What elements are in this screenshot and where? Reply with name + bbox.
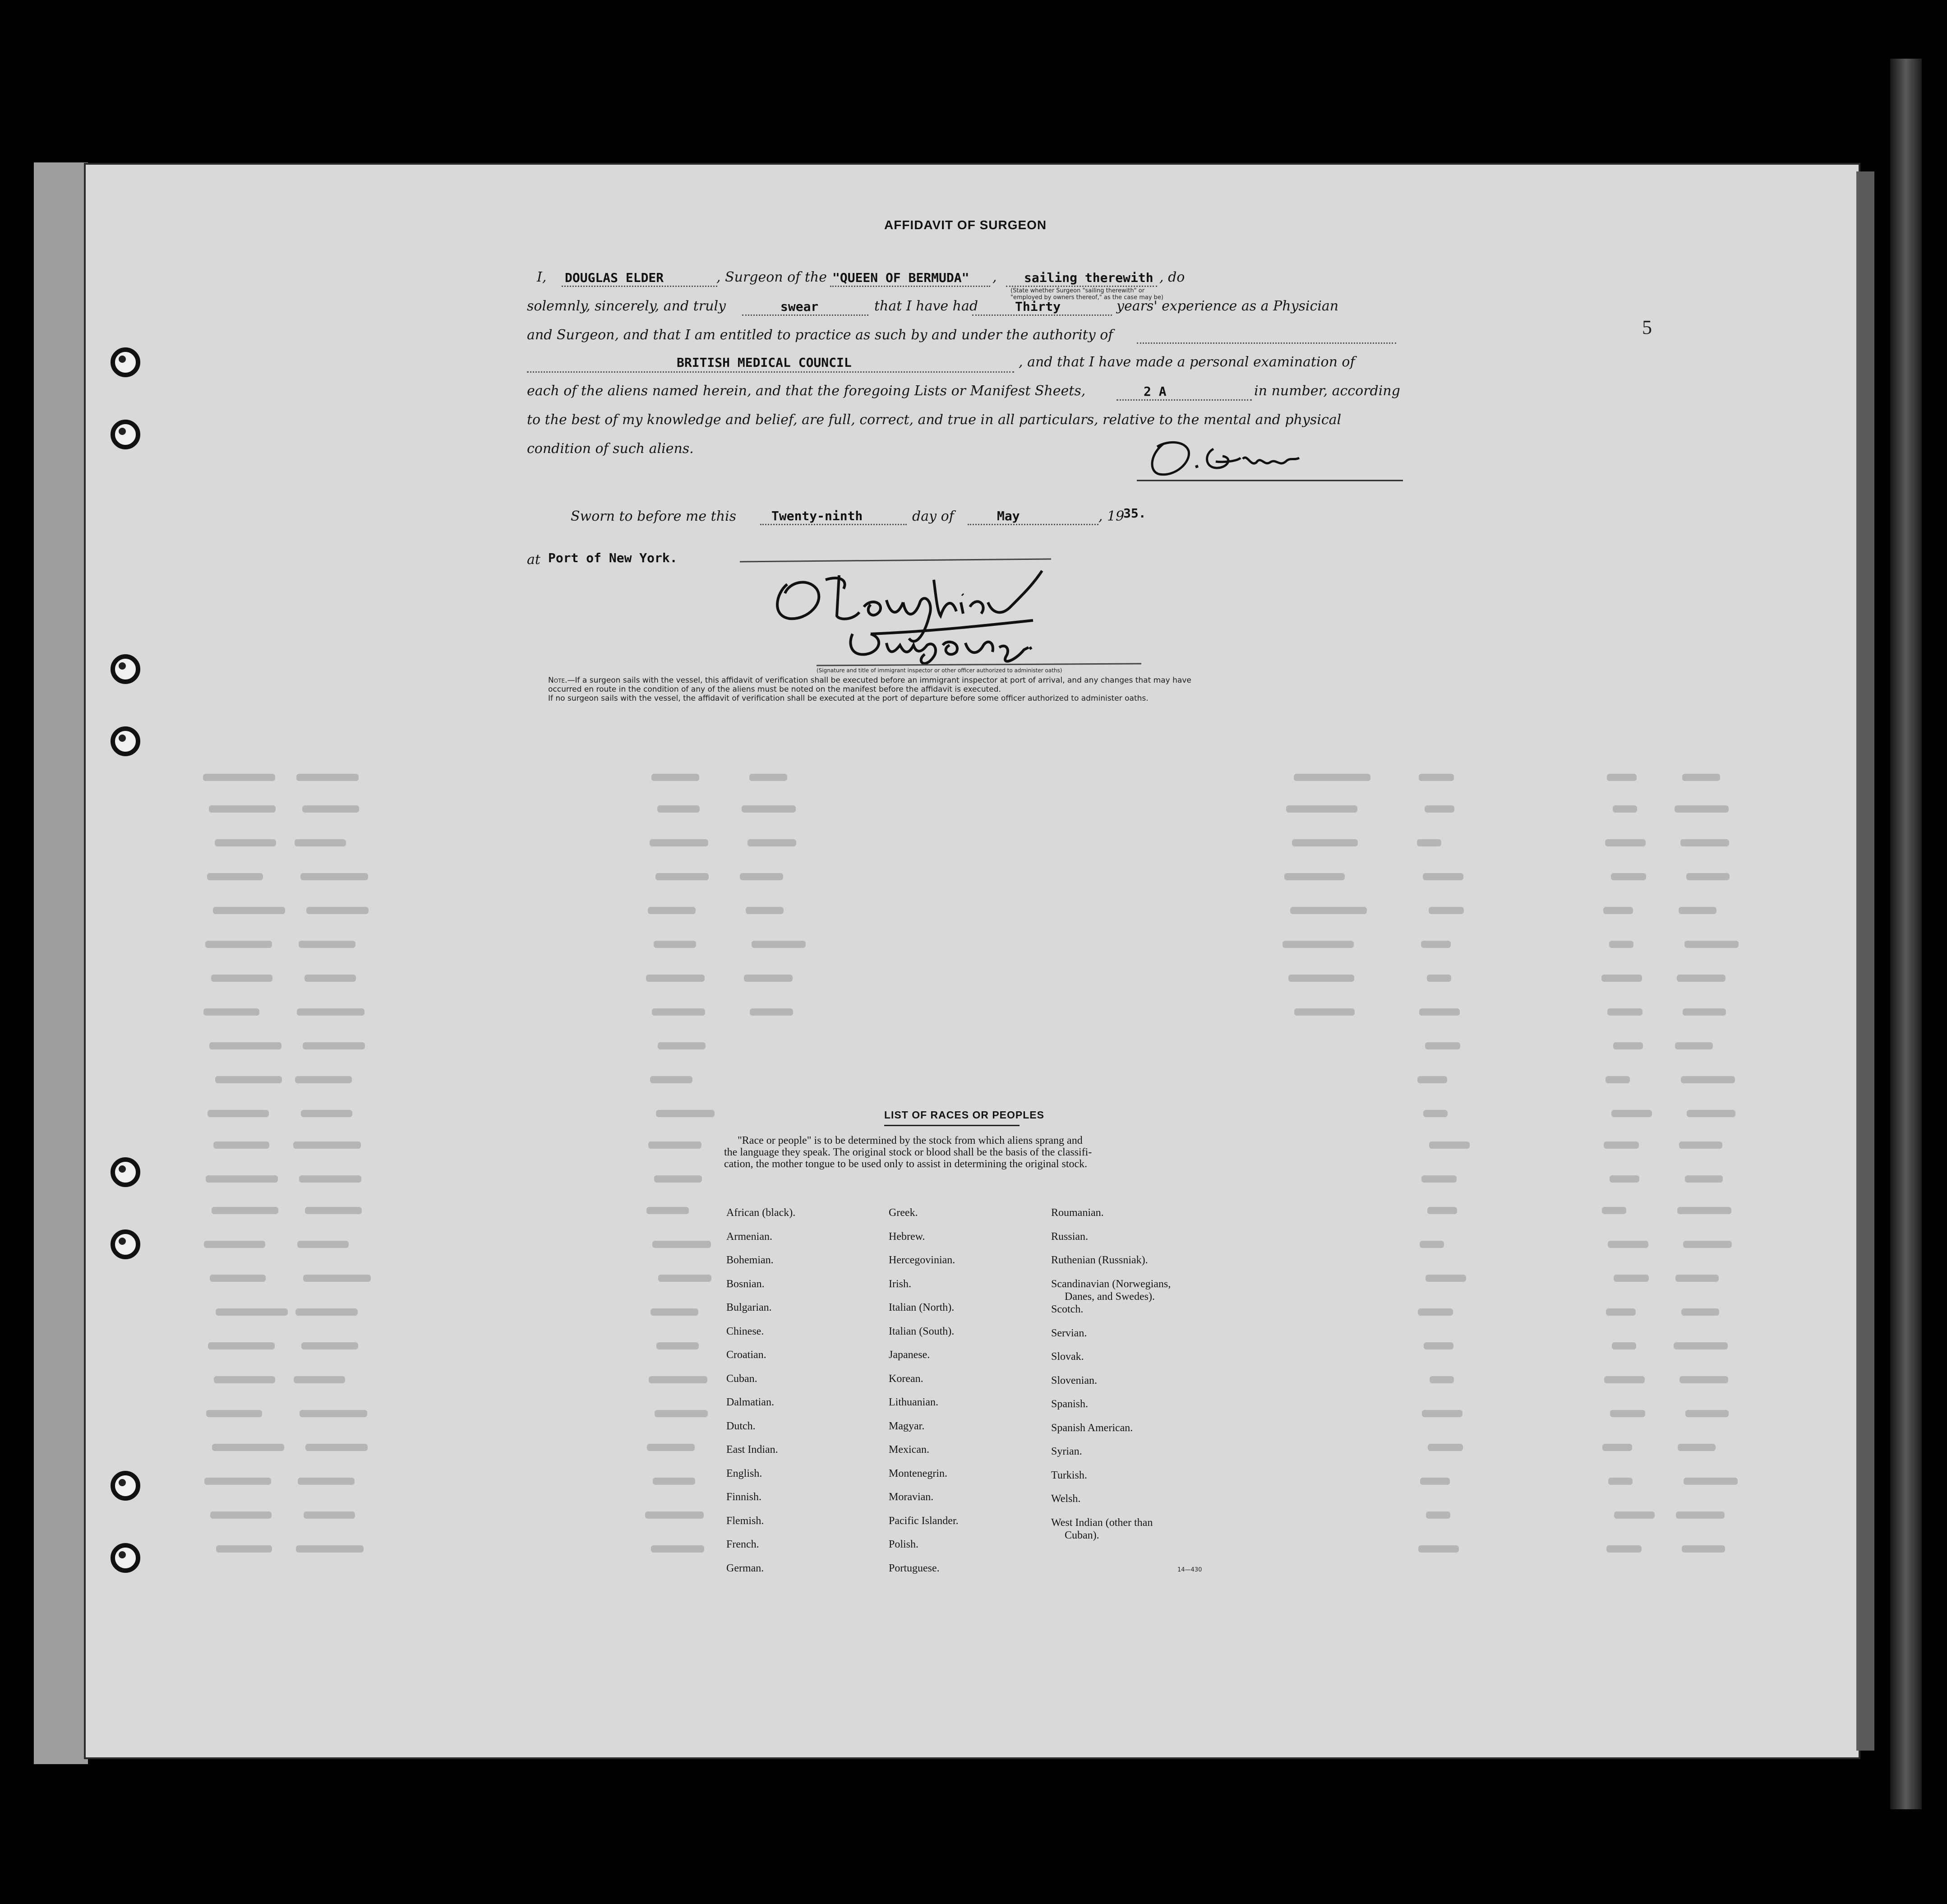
- bleed-mark: [746, 907, 784, 914]
- bleed-mark: [1602, 1207, 1626, 1214]
- punch-hole: [111, 1157, 140, 1187]
- bleed-mark: [1601, 975, 1642, 982]
- bleed-mark: [1603, 907, 1633, 914]
- bleed-mark: [305, 975, 356, 982]
- note-label: Note.: [548, 676, 567, 685]
- bleed-mark: [305, 1444, 368, 1451]
- bleed-mark: [750, 1008, 793, 1016]
- bleed-mark: [1430, 1376, 1454, 1383]
- race-item: Turkish.: [1051, 1469, 1087, 1481]
- bleed-mark: [298, 1478, 355, 1485]
- bleed-mark: [1610, 1175, 1639, 1183]
- inspector-signature: [735, 553, 1232, 670]
- sworn-day-of: day of: [912, 508, 954, 524]
- race-item: Portuguese.: [889, 1562, 940, 1574]
- bleed-mark: [1611, 1110, 1652, 1117]
- bleed-mark: [1422, 1410, 1463, 1417]
- bleed-mark: [208, 1110, 269, 1117]
- line1-i: I,: [537, 269, 547, 285]
- surgeon-name: DOUGLAS ELDER: [565, 270, 664, 285]
- race-item: Finnish.: [726, 1491, 762, 1503]
- bleed-mark: [302, 805, 359, 813]
- line2-mid: that I have had: [874, 298, 978, 314]
- bleed-mark: [204, 1478, 271, 1485]
- bleed-mark: [297, 1008, 364, 1016]
- bleed-mark: [656, 1342, 699, 1349]
- race-item: Slovak.: [1051, 1351, 1084, 1363]
- bleed-mark: [1607, 1008, 1642, 1016]
- bleed-mark: [1684, 941, 1739, 948]
- bleed-mark: [301, 1110, 352, 1117]
- bleed-mark: [1284, 873, 1345, 880]
- bleed-mark: [1426, 1275, 1466, 1282]
- race-item: Welsh.: [1051, 1493, 1081, 1505]
- line4-end: , and that I have made a personal examination of: [1019, 354, 1355, 370]
- bleed-mark: [1283, 941, 1354, 948]
- bleed-mark: [1682, 774, 1720, 781]
- bleed-mark: [203, 774, 275, 781]
- surgeon-signature: [1132, 435, 1412, 485]
- bleed-mark: [1604, 1141, 1639, 1149]
- bleed-mark: [1675, 805, 1729, 813]
- bleed-mark: [1678, 1444, 1716, 1451]
- bleed-mark: [1605, 839, 1646, 846]
- bleed-mark: [651, 1308, 698, 1316]
- race-item: Servian.: [1051, 1327, 1087, 1339]
- bleed-mark: [1682, 1545, 1725, 1553]
- bleed-mark: [205, 941, 272, 948]
- bleed-mark: [206, 1410, 262, 1417]
- line1-surgeon-of: , Surgeon of the: [716, 269, 827, 285]
- races-intro: [724, 1135, 1092, 1170]
- races-intro-3: cation, the mother tongue to be used only to assist in determining the original stock.: [724, 1158, 1088, 1170]
- bleed-mark: [1288, 975, 1354, 982]
- punch-hole: [111, 1229, 140, 1259]
- left-margin-strip: [34, 162, 88, 1764]
- bleed-mark: [1602, 1444, 1632, 1451]
- bleed-mark: [212, 1444, 284, 1451]
- note-line3: If no surgeon sails with the vessel, the affidavit of verification shall be executed at the port of departure before some officer authorized to administer oaths.: [548, 694, 1149, 703]
- rule-authority-a: [1137, 342, 1396, 344]
- bleed-mark: [215, 839, 276, 846]
- right-margin-strip: [1856, 171, 1874, 1751]
- bleed-mark: [658, 1275, 711, 1282]
- race-item: Scotch.: [1051, 1303, 1084, 1315]
- place: Port of New York.: [548, 550, 678, 565]
- bleed-mark: [216, 1545, 272, 1553]
- punch-hole: [111, 1471, 140, 1501]
- line1-comma: ,: [992, 269, 997, 285]
- rule-sailing-status: [1006, 286, 1157, 287]
- sworn-year-suffix: 35.: [1123, 506, 1146, 521]
- line2-end: years' experience as a Physician: [1117, 298, 1339, 314]
- note-line2: occurred en route in the condition of any of the aliens must be noted on the manifest before the affidavit is executed.: [548, 685, 1001, 694]
- race-item: Pacific Islander.: [889, 1515, 959, 1527]
- races-column-3: [1051, 1207, 1171, 1541]
- line5-start: each of the aliens named herein, and that the foregoing Lists or Manifest Sheets,: [527, 383, 1086, 399]
- sworn-year-prefix: , 19: [1098, 508, 1125, 524]
- bleed-mark: [300, 873, 368, 880]
- races-column-1: [726, 1207, 795, 1586]
- rule-sheets: [1117, 399, 1252, 401]
- bleed-mark: [1421, 941, 1451, 948]
- bleed-mark: [1606, 1308, 1636, 1316]
- bleed-mark: [209, 1042, 281, 1049]
- sworn-day: Twenty-ninth: [771, 508, 863, 523]
- bleed-mark: [1425, 805, 1454, 813]
- bleed-mark: [1417, 1076, 1447, 1083]
- race-item: African (black).: [726, 1207, 796, 1219]
- bleed-mark: [294, 1376, 345, 1383]
- sworn-month: May: [997, 508, 1020, 523]
- race-item: Flemish.: [726, 1515, 764, 1527]
- bleed-mark: [1679, 907, 1716, 914]
- bleed-mark: [1423, 1110, 1448, 1117]
- race-item: Mexican.: [889, 1444, 929, 1456]
- bleed-mark: [1613, 805, 1637, 813]
- bleed-mark: [1608, 1241, 1648, 1248]
- bleed-mark: [1427, 975, 1451, 982]
- bleed-mark: [1677, 1207, 1731, 1214]
- bleed-mark: [210, 1511, 272, 1519]
- bleed-mark: [301, 1342, 358, 1349]
- bleed-mark: [210, 1275, 266, 1282]
- race-item: Roumanian.: [1051, 1207, 1104, 1219]
- race-item: East Indian.: [726, 1444, 778, 1456]
- bleed-mark: [1611, 873, 1646, 880]
- race-item: Dalmatian.: [726, 1396, 774, 1408]
- bleed-mark: [1609, 941, 1633, 948]
- film-edge: [1890, 59, 1922, 1809]
- bleed-mark: [293, 1141, 361, 1149]
- bleed-mark: [749, 774, 787, 781]
- bleed-mark: [1607, 774, 1637, 781]
- sheet-count: 2 A: [1144, 384, 1167, 399]
- bleed-mark: [295, 1076, 352, 1083]
- bleed-mark: [215, 1076, 282, 1083]
- bleed-mark: [652, 1241, 711, 1248]
- at-label: at: [527, 552, 540, 568]
- line5-end: in number, according: [1254, 383, 1400, 399]
- bleed-mark: [1676, 1511, 1725, 1519]
- bleed-mark: [649, 1376, 707, 1383]
- bleed-mark: [1610, 1410, 1645, 1417]
- bleed-mark: [646, 975, 705, 982]
- punch-hole: [111, 420, 140, 449]
- vessel-name: "QUEEN OF BERMUDA": [832, 270, 969, 285]
- race-item: Croatian.: [726, 1349, 766, 1361]
- bleed-mark: [211, 975, 272, 982]
- rule-surgeon-name: [562, 286, 717, 287]
- race-west-indian-cont: Cuban).: [1065, 1530, 1099, 1541]
- bleed-mark: [740, 873, 783, 880]
- races-intro-2: the language they speak. The original stock or blood shall be the basis of the classifi-: [724, 1146, 1092, 1158]
- bleed-mark: [1419, 1008, 1460, 1016]
- race-item: Italian (South).: [889, 1325, 955, 1337]
- race-item: German.: [726, 1562, 764, 1574]
- race-item: Italian (North).: [889, 1302, 955, 1313]
- race-item: Bulgarian.: [726, 1302, 772, 1313]
- bleed-mark: [650, 839, 708, 846]
- manifest-sheet: [86, 165, 1859, 1757]
- bleed-mark: [1675, 1275, 1719, 1282]
- bleed-mark: [1429, 907, 1464, 914]
- race-item: Hercegovinian.: [889, 1254, 955, 1266]
- race-item: Slovenian.: [1051, 1374, 1097, 1386]
- race-item: Russian.: [1051, 1230, 1089, 1243]
- races-intro-1: "Race or people" is to be determined by the stock from which aliens sprang and: [738, 1135, 1083, 1146]
- bleed-mark: [295, 839, 346, 846]
- bleed-mark: [652, 1008, 705, 1016]
- bleed-mark: [1417, 839, 1441, 846]
- bleed-mark: [1418, 1545, 1459, 1553]
- bleed-mark: [1683, 1241, 1732, 1248]
- bleed-mark: [1687, 1110, 1735, 1117]
- race-item: Polish.: [889, 1539, 919, 1550]
- bleed-mark: [657, 805, 700, 813]
- bleed-mark: [213, 907, 285, 914]
- race-item: Chinese.: [726, 1325, 764, 1337]
- bleed-mark: [1294, 774, 1370, 781]
- line6: to the best of my knowledge and belief, are full, correct, and true in all particulars, relative to the mental and physical: [527, 412, 1342, 428]
- bleed-mark: [1614, 1275, 1649, 1282]
- race-item: Korean.: [889, 1373, 923, 1385]
- sworn-start: Sworn to before me this: [571, 508, 737, 524]
- bleed-mark: [650, 1076, 692, 1083]
- race-item: West Indian (other than: [1051, 1516, 1153, 1529]
- bleed-mark: [1427, 1207, 1457, 1214]
- race-item: Syrian.: [1051, 1446, 1082, 1457]
- bleed-mark: [651, 1545, 704, 1553]
- bleed-mark: [645, 1511, 704, 1519]
- bleed-mark: [654, 1175, 702, 1183]
- bleed-mark: [212, 1207, 278, 1214]
- officer-caption: (Signature and title of immigrant inspector or other officer authorized to administer oaths): [817, 667, 1062, 674]
- bleed-mark: [1612, 1342, 1636, 1349]
- bleed-mark: [1606, 1545, 1642, 1553]
- bleed-mark: [305, 1207, 362, 1214]
- bleed-mark: [1294, 1008, 1355, 1016]
- bleed-mark: [1418, 1308, 1453, 1316]
- race-scandinavian-cont: Danes, and Swedes).: [1065, 1291, 1155, 1303]
- bleed-mark: [647, 1444, 695, 1451]
- rule-authority-b: [527, 371, 1014, 373]
- bleed-mark: [303, 1042, 365, 1049]
- bleed-mark: [213, 1141, 269, 1149]
- race-item: Irish.: [889, 1278, 911, 1290]
- bleed-mark: [295, 1308, 358, 1316]
- bleed-mark: [207, 873, 263, 880]
- bleed-mark: [216, 1308, 288, 1316]
- race-item: Dutch.: [726, 1420, 756, 1432]
- bleed-mark: [1674, 1342, 1728, 1349]
- bleed-mark: [747, 839, 796, 846]
- line2-start: solemnly, sincerely, and truly: [527, 298, 726, 314]
- bleed-mark: [1686, 873, 1730, 880]
- bleed-mark: [651, 774, 699, 781]
- bleed-mark: [1679, 1141, 1722, 1149]
- oath-word: swear: [780, 299, 819, 314]
- races-title-rule: [884, 1125, 1020, 1126]
- bleed-mark: [1681, 1076, 1735, 1083]
- bleed-mark: [209, 805, 276, 813]
- form-number: 14—430: [1177, 1567, 1202, 1573]
- bleed-mark: [203, 1008, 259, 1016]
- bleed-mark: [296, 1545, 364, 1553]
- race-item: Greek.: [889, 1207, 918, 1219]
- bleed-mark: [1608, 1478, 1633, 1485]
- bleed-mark: [1423, 873, 1463, 880]
- bleed-mark: [1613, 1042, 1643, 1049]
- sailing-status: sailing therewith: [1024, 270, 1153, 285]
- bleed-mark: [1679, 1376, 1728, 1383]
- bleed-mark: [303, 1275, 371, 1282]
- bleed-mark: [1606, 1076, 1630, 1083]
- bleed-mark: [742, 805, 796, 813]
- bleed-mark: [1290, 907, 1367, 914]
- bleed-mark: [1426, 1511, 1450, 1519]
- bleed-mark: [1685, 1410, 1729, 1417]
- bleed-mark: [299, 941, 355, 948]
- sheet-number: 5: [1642, 316, 1652, 338]
- bleed-mark: [1681, 1308, 1719, 1316]
- race-item: Armenian.: [726, 1230, 772, 1243]
- bleed-mark: [1292, 839, 1358, 846]
- race-item: Bosnian.: [726, 1278, 765, 1290]
- bleed-mark: [1428, 1444, 1463, 1451]
- race-item: Cuban.: [726, 1373, 757, 1385]
- race-item: Japanese.: [889, 1349, 930, 1361]
- line7: condition of such aliens.: [527, 441, 694, 457]
- line3: and Surgeon, and that I am entitled to practice as such by and under the authority of: [527, 327, 1113, 343]
- rule-sworn-month: [968, 524, 1098, 525]
- punch-hole: [111, 1543, 140, 1573]
- race-item: Spanish American.: [1051, 1422, 1133, 1434]
- race-item: Magyar.: [889, 1420, 925, 1432]
- authority-name: BRITISH MEDICAL COUNCIL: [677, 355, 852, 370]
- bleed-mark: [656, 1110, 715, 1117]
- bleed-mark: [1419, 774, 1454, 781]
- bleed-mark: [1604, 1376, 1645, 1383]
- bleed-mark: [1685, 1175, 1723, 1183]
- bleed-mark: [1683, 1008, 1726, 1016]
- bleed-mark: [204, 1241, 265, 1248]
- rule-vessel: [830, 286, 990, 287]
- bleed-mark: [752, 941, 806, 948]
- sailing-hint: (State whether Surgeon "sailing therewith" or "employed by owners thereof," as the case may be): [1010, 287, 1163, 301]
- bleed-mark: [300, 1410, 367, 1417]
- affidavit-title: AFFIDAVIT OF SURGEON: [884, 218, 1047, 232]
- bleed-mark: [648, 907, 696, 914]
- races-column-3-top: [1051, 1207, 1171, 1302]
- race-item: Hebrew.: [889, 1230, 925, 1243]
- line1-end: , do: [1159, 269, 1185, 285]
- race-item: Moravian.: [889, 1491, 934, 1503]
- bleed-mark: [1675, 1042, 1713, 1049]
- bleed-mark: [648, 1141, 701, 1149]
- bleed-mark: [658, 1042, 706, 1049]
- note-block: [548, 676, 1518, 703]
- punch-hole: [111, 726, 140, 756]
- bleed-mark: [654, 941, 696, 948]
- race-item: Bohemian.: [726, 1254, 774, 1266]
- bleed-mark: [306, 907, 369, 914]
- bleed-mark: [1286, 805, 1357, 813]
- bleed-mark: [1420, 1478, 1450, 1485]
- punch-hole: [111, 347, 140, 377]
- bleed-mark: [296, 774, 359, 781]
- races-column-2: [889, 1207, 959, 1586]
- race-item: Scandinavian (Norwegians,: [1051, 1278, 1171, 1290]
- bleed-mark: [1614, 1511, 1655, 1519]
- race-item: English.: [726, 1467, 762, 1479]
- years-experience: Thirty: [1015, 299, 1061, 314]
- bleed-mark: [1677, 975, 1726, 982]
- bleed-mark: [299, 1175, 361, 1183]
- bleed-mark: [1421, 1175, 1457, 1183]
- bleed-mark: [1425, 1042, 1460, 1049]
- bleed-mark: [1684, 1478, 1738, 1485]
- races-column-3-bottom: [1051, 1303, 1171, 1540]
- bleed-mark: [304, 1511, 355, 1519]
- bleed-mark: [653, 1478, 695, 1485]
- punch-hole: [111, 654, 140, 684]
- bleed-mark: [1429, 1141, 1470, 1149]
- bleed-mark: [206, 1175, 278, 1183]
- note-line1: —If a surgeon sails with the vessel, this affidavit of verification shall be executed before an immigrant inspector at port of arrival, and any changes that may have: [567, 676, 1191, 685]
- bleed-mark: [646, 1207, 689, 1214]
- bleed-mark: [655, 873, 709, 880]
- race-item: Spanish.: [1051, 1398, 1089, 1410]
- race-item: Ruthenian (Russniak).: [1051, 1254, 1148, 1266]
- bleed-mark: [1424, 1342, 1453, 1349]
- bleed-mark: [1420, 1241, 1444, 1248]
- rule-years: [972, 314, 1112, 316]
- race-item: Montenegrin.: [889, 1467, 947, 1479]
- rule-sworn-day: [760, 524, 907, 525]
- bleed-mark: [214, 1376, 275, 1383]
- bleed-mark: [208, 1342, 275, 1349]
- race-item: French.: [726, 1539, 759, 1550]
- race-item: Lithuanian.: [889, 1396, 938, 1408]
- bleed-mark: [744, 975, 793, 982]
- bleed-mark: [1680, 839, 1729, 846]
- races-title: LIST OF RACES OR PEOPLES: [884, 1109, 1044, 1121]
- bleed-mark: [297, 1241, 349, 1248]
- rule-oath: [742, 314, 868, 316]
- bleed-mark: [655, 1410, 708, 1417]
